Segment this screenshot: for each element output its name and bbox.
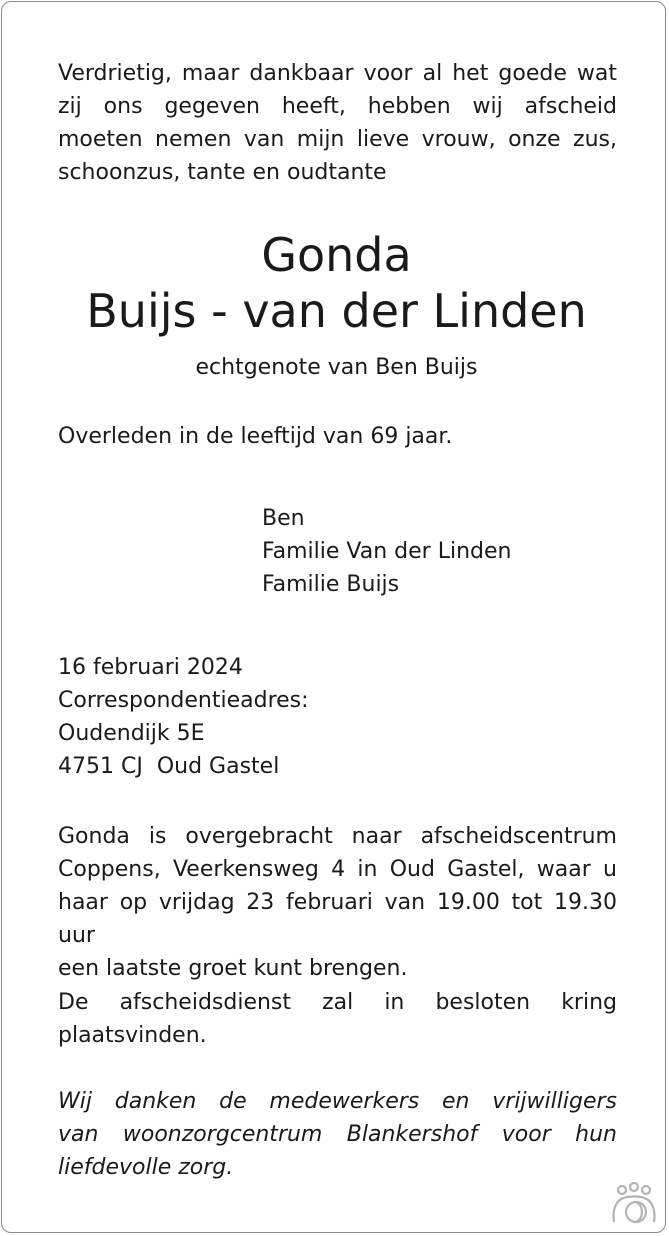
signers-list [262,502,511,601]
address-label: Correspondentieadres: [58,688,309,713]
spouse-line: echtgenote van Ben Buijs [195,355,478,380]
family-circle-icon [608,1182,660,1228]
viewing-line: haar op vrijdag 23 februari van 19.00 tot 19.30 uur [58,890,617,948]
signer-name: Familie Buijs [262,572,400,597]
thanks-paragraph [58,1085,617,1184]
thanks-line: Wij danken de medewerkers en vrijwilligers [58,1089,617,1114]
intro-paragraph [58,57,617,189]
viewing-line: een laatste groet kunt brengen. [58,956,408,981]
correspondence-block [58,651,617,783]
viewing-line: Gonda is overgebracht naar afscheidscentrum [58,824,617,849]
intro-line: schoonzus, tante en oudtante [58,160,387,185]
intro-line: Verdrietig, maar dankbaar voor al het goede wat [58,61,617,86]
age-line: Overleden in de leeftijd van 69 jaar. [58,424,453,449]
thanks-line: van woonzorgcentrum Blankershof voor hun [58,1122,617,1147]
thanks-line: liefdevolle zorg. [58,1155,234,1180]
address-street: Oudendijk 5E [58,721,205,746]
address-city: 4751 CJ Oud Gastel [58,754,280,779]
notice-date: 16 februari 2024 [58,655,243,680]
deceased-full-name: Buijs - van der Linden [86,284,587,338]
service-line: De afscheidsdienst zal in besloten kring [58,990,617,1015]
service-line: plaatsvinden. [58,1023,207,1048]
intro-line: zij ons gegeven heeft, hebben wij afscheid [58,94,617,119]
service-paragraph [58,986,617,1052]
obituary-card [1,1,666,1233]
intro-line: moeten nemen van mijn lieve vrouw, onze zus, [58,127,617,152]
signer-name: Ben [262,506,305,531]
viewing-line: Coppens, Veerkensweg 4 in Oud Gastel, waar u [58,857,617,882]
signer-name: Familie Van der Linden [262,539,512,564]
deceased-first-name: Gonda [261,228,412,282]
viewing-paragraph [58,820,617,985]
